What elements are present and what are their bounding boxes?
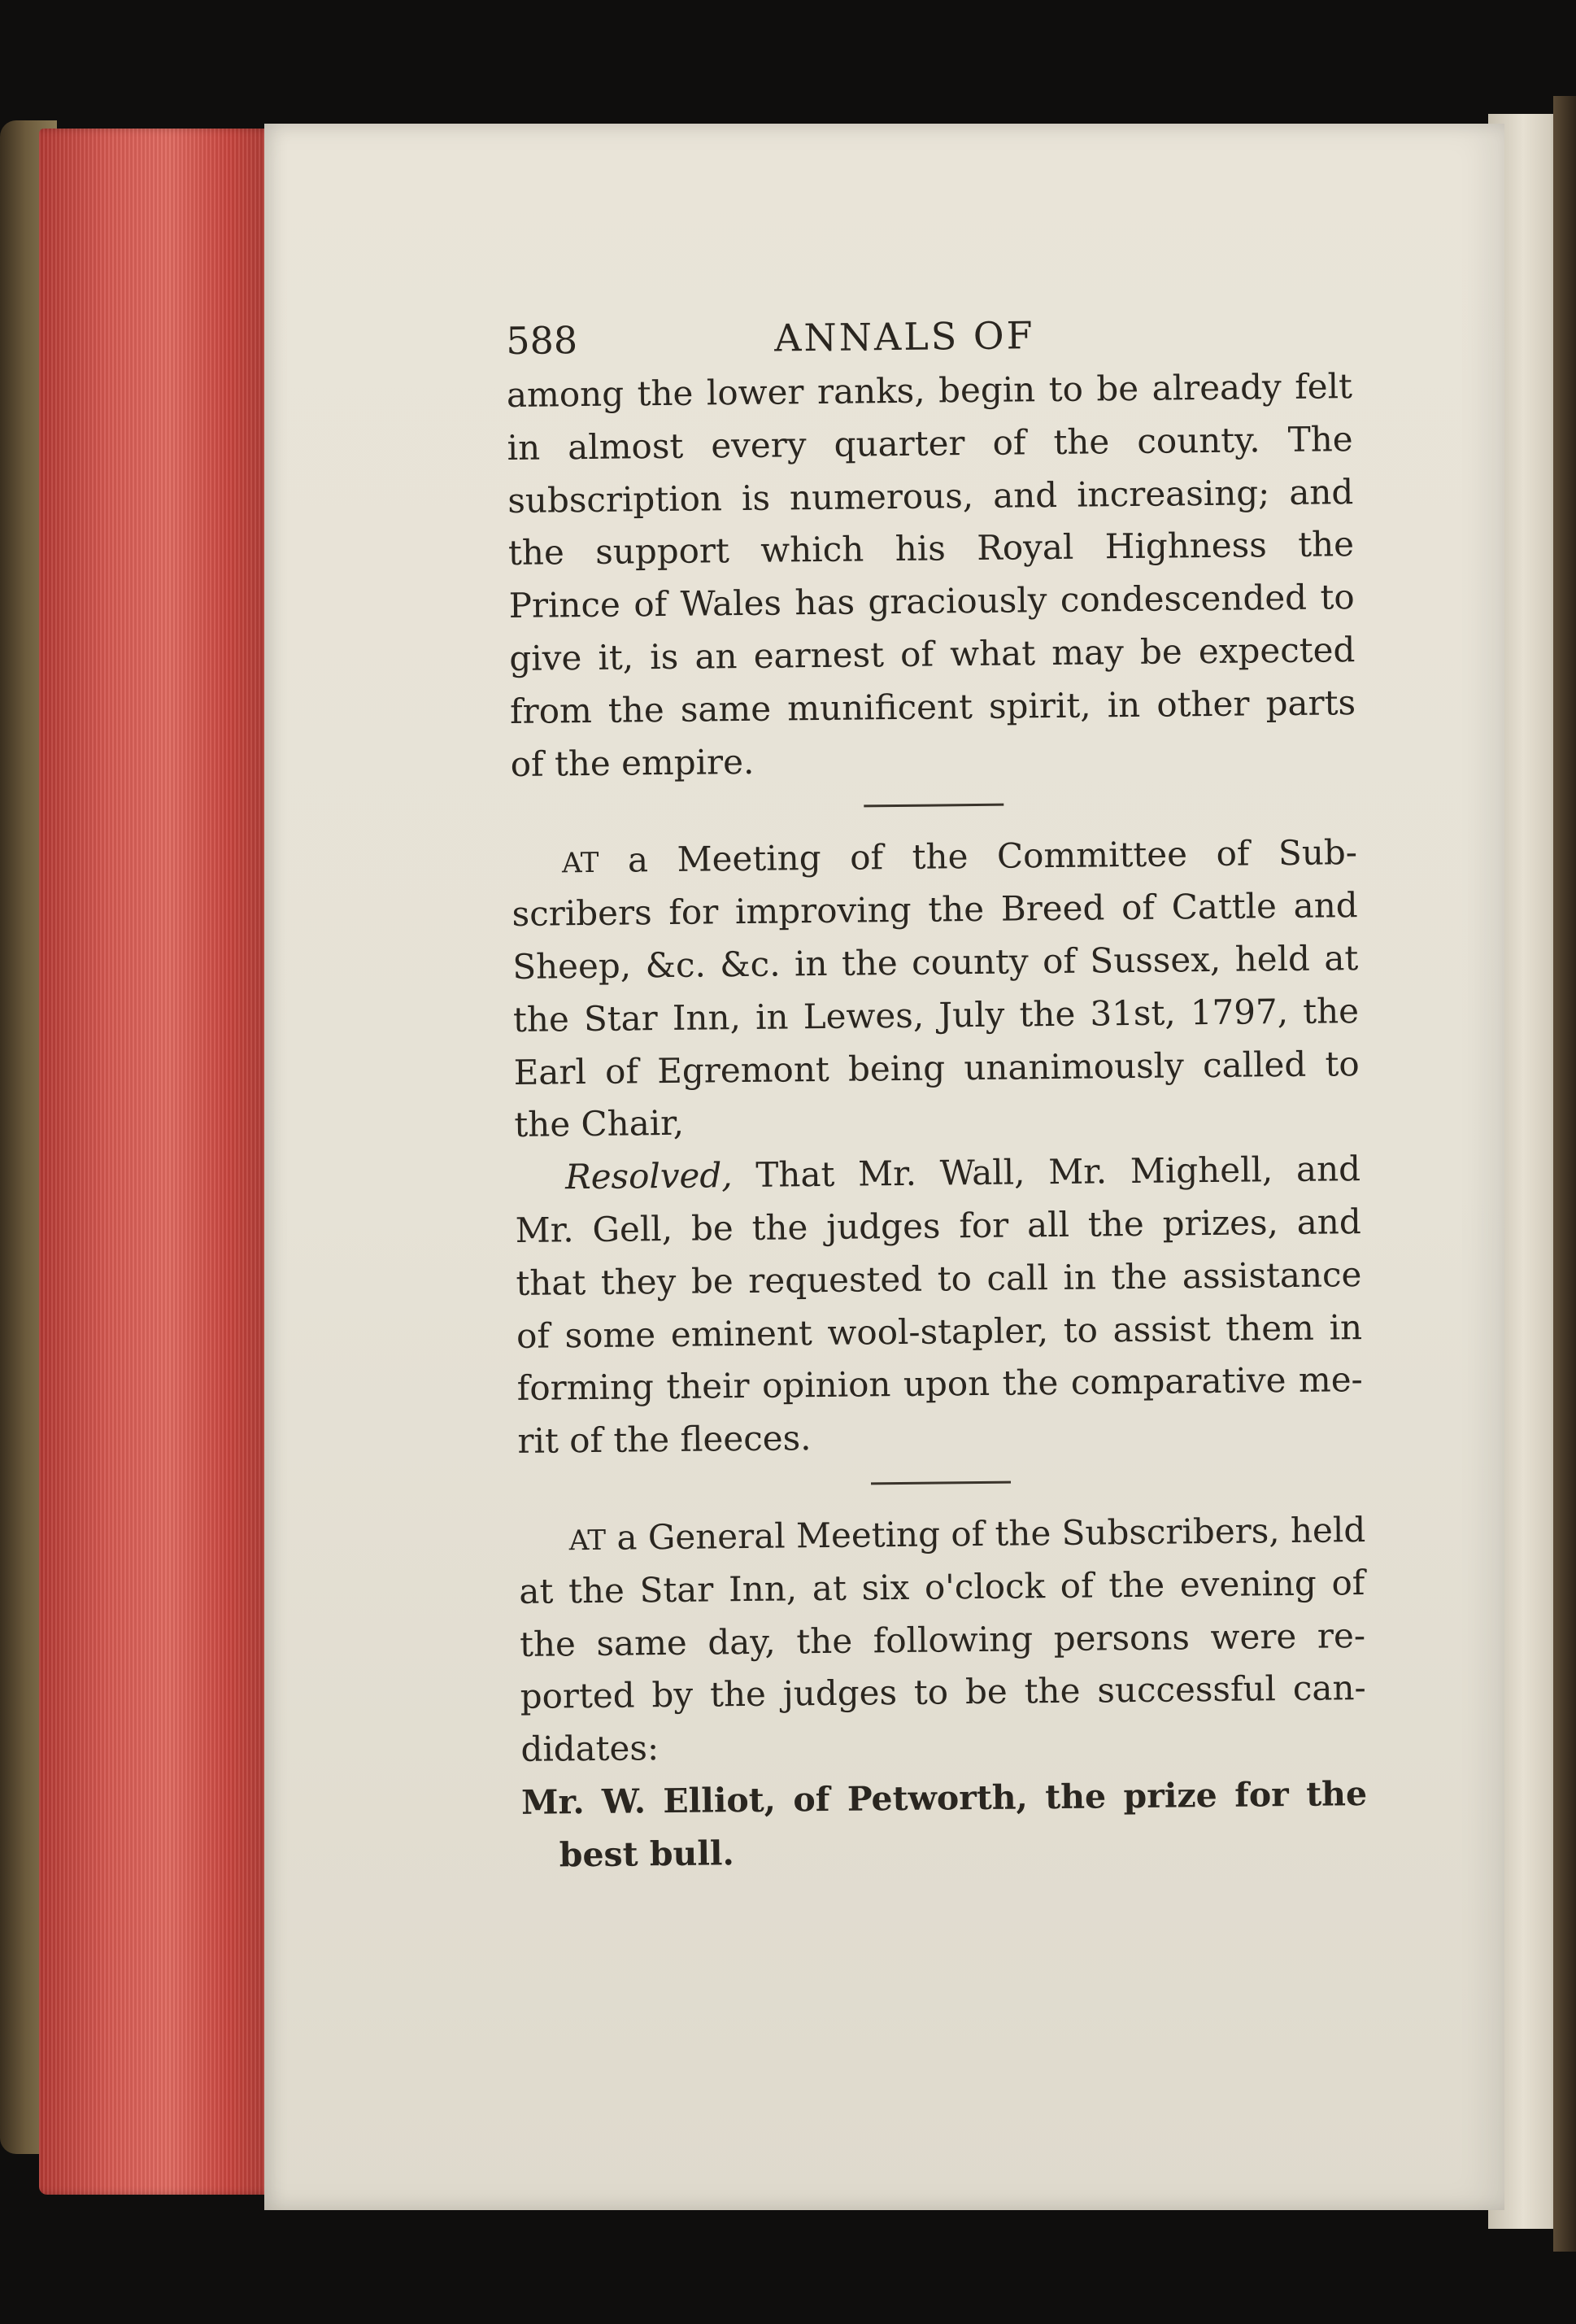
text-line: didates: [520, 1728, 660, 1770]
paragraph-1 [507, 360, 1356, 791]
paragraph-3 [515, 1143, 1364, 1468]
text-line: Mr. Gell, be the judges for all the prizes, and [515, 1201, 1361, 1250]
small-caps-text: AT [568, 1524, 607, 1558]
text-line: Prince of Wales has graciously condescended to [508, 577, 1355, 626]
small-caps-text: AT [561, 847, 599, 880]
text-line: at the Star Inn, at six o'clock of the evening of [519, 1562, 1365, 1611]
text-line: Earl of Egremont being unanimously called to [513, 1043, 1360, 1092]
page-header [506, 310, 1352, 369]
text-line: of some eminent wool-stapler, to assist them in [516, 1306, 1363, 1356]
book-cover-right [1553, 96, 1576, 2252]
text-line: of the empire. [510, 741, 755, 784]
text-line: the Chair, [514, 1103, 685, 1145]
text-run: That Mr. Wall, Mr. Mighell, and [732, 1149, 1361, 1196]
text-line: forming their opinion upon the comparative me- [516, 1359, 1363, 1409]
text-line [512, 826, 1358, 888]
section-divider [871, 1481, 1011, 1485]
text-line: Sheep, &c. &c. in the county of Sussex, held at [512, 938, 1359, 987]
text-line: give it, is an earnest of what may be expected [509, 630, 1356, 678]
text-line [518, 1504, 1365, 1566]
text-line: among the lower ranks, begin to be already felt [506, 366, 1353, 415]
text-line: scribers for improving the Breed of Cattle and [512, 885, 1358, 935]
text-line: the same day, the following persons were re- [519, 1615, 1366, 1664]
text-run: a Meeting of the Committee of Sub- [599, 832, 1358, 881]
page-text [506, 310, 1368, 1881]
paragraph-4 [518, 1504, 1366, 1777]
text-line: rit of the fleeces. [517, 1418, 812, 1462]
text-line [515, 1143, 1361, 1205]
text-line: from the same munificent spirit, in other parts [509, 682, 1356, 731]
paragraph-5 [521, 1768, 1368, 1881]
text-run: a General Meeting of the Subscribers, held [605, 1509, 1366, 1558]
italic-text: Resolved, [564, 1155, 733, 1197]
text-line: that they be requested to call in the assistance [516, 1254, 1362, 1303]
page-number: 588 [506, 318, 578, 363]
text-line: in almost every quarter of the county. The [507, 418, 1353, 468]
text-line: the support which his Royal Highness the [507, 524, 1355, 573]
running-head: ANNALS OF [773, 313, 1035, 360]
text-line: ported by the judges to be the successful can- [520, 1668, 1366, 1717]
text-line: subscription is numerous, and increasing; and [507, 471, 1354, 521]
red-page-edges [39, 129, 276, 2195]
text-line: the Star Inn, in Lewes, July the 31st, 1797, the [512, 990, 1360, 1040]
section-divider [864, 804, 1004, 808]
text-line: best bull. [559, 1833, 734, 1875]
paragraph-2 [512, 826, 1360, 1152]
text-line: Mr. W. Elliot, of Petworth, the prize for the [520, 1773, 1368, 1822]
